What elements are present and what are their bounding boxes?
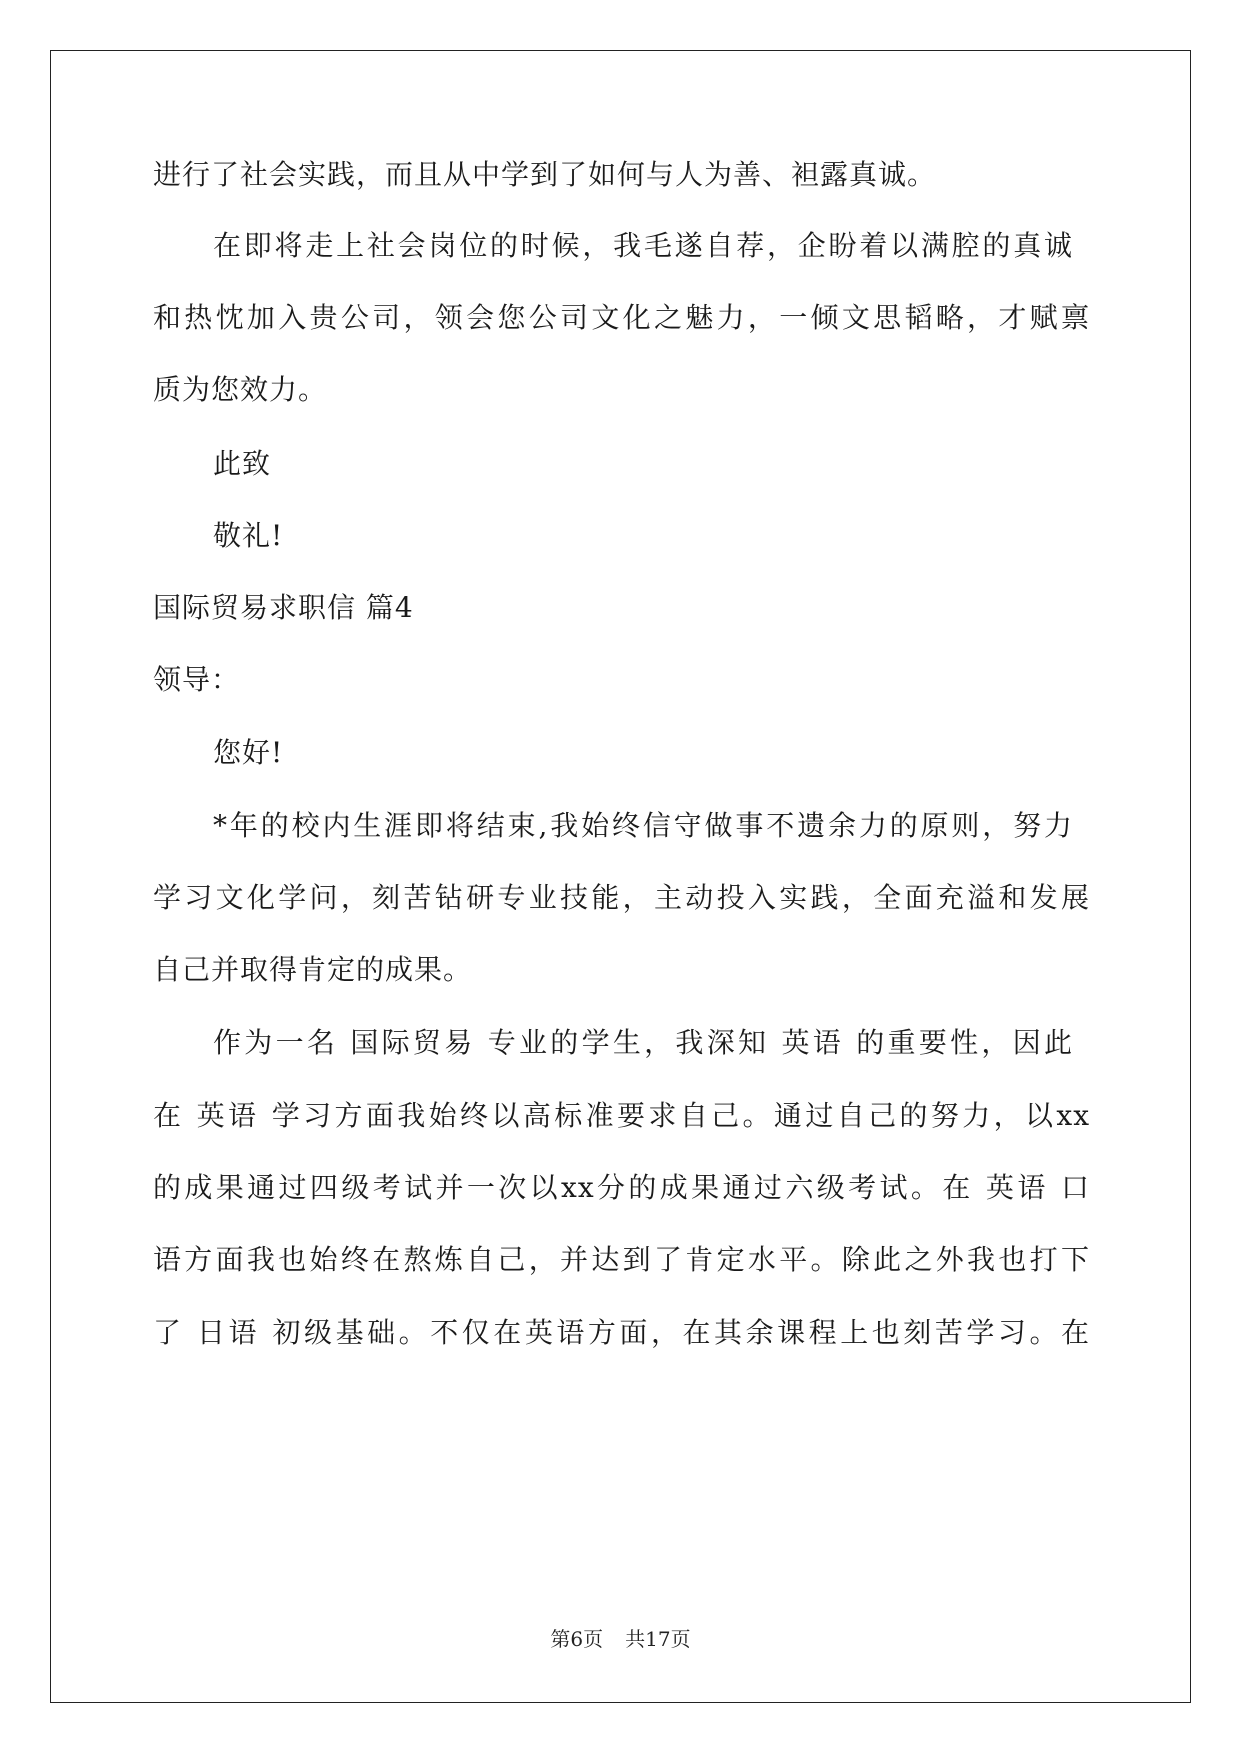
greeting-line: 您好!: [213, 736, 284, 769]
page-number: 第6页: [550, 1627, 604, 1651]
recipient-line: 领导：: [153, 663, 241, 696]
text-line-16: 语方面我也始终在熬炼自己，并达到了肯定水平。除此之外我也打下: [153, 1243, 1090, 1276]
text-line-15: 的成果通过四级考试并一次以xx分的成果通过六级考试。在 英语 口: [153, 1171, 1090, 1204]
page-total: 共17页: [625, 1627, 691, 1651]
page-border: [50, 50, 1191, 1703]
salutation-line: 敬礼!: [213, 519, 284, 552]
text-line-12: 自己并取得肯定的成果。: [153, 953, 473, 986]
text-line-17: 了 日语 初级基础。不仅在英语方面，在其余课程上也刻苦学习。在: [153, 1316, 1090, 1349]
text-line-1: 进行了社会实践，而且从中学到了如何与人为善、袒露真诚。: [153, 158, 937, 191]
closing-line: 此致: [213, 447, 272, 480]
page-footer: [0, 1627, 1241, 1651]
text-line-11: 学习文化学问，刻苦钻研专业技能，主动投入实践，全面充溢和发展: [153, 881, 1090, 914]
text-line-3: 和热忱加入贵公司，领会您公司文化之魅力，一倾文思韬略，才赋禀: [153, 301, 1090, 334]
text-line-2: 在即将走上社会岗位的时候，我毛遂自荐，企盼着以满腔的真诚: [213, 229, 1073, 262]
section-heading: 国际贸易求职信 篇4: [153, 591, 414, 624]
text-line-14: 在 英语 学习方面我始终以高标准要求自己。通过自己的努力，以xx: [153, 1099, 1090, 1132]
text-line-4: 质为您效力。: [153, 373, 328, 406]
text-line-13: 作为一名 国际贸易 专业的学生，我深知 英语 的重要性，因此: [213, 1026, 1073, 1059]
text-line-10: *年的校内生涯即将结束,我始终信守做事不遗余力的原则，努力: [213, 809, 1073, 842]
